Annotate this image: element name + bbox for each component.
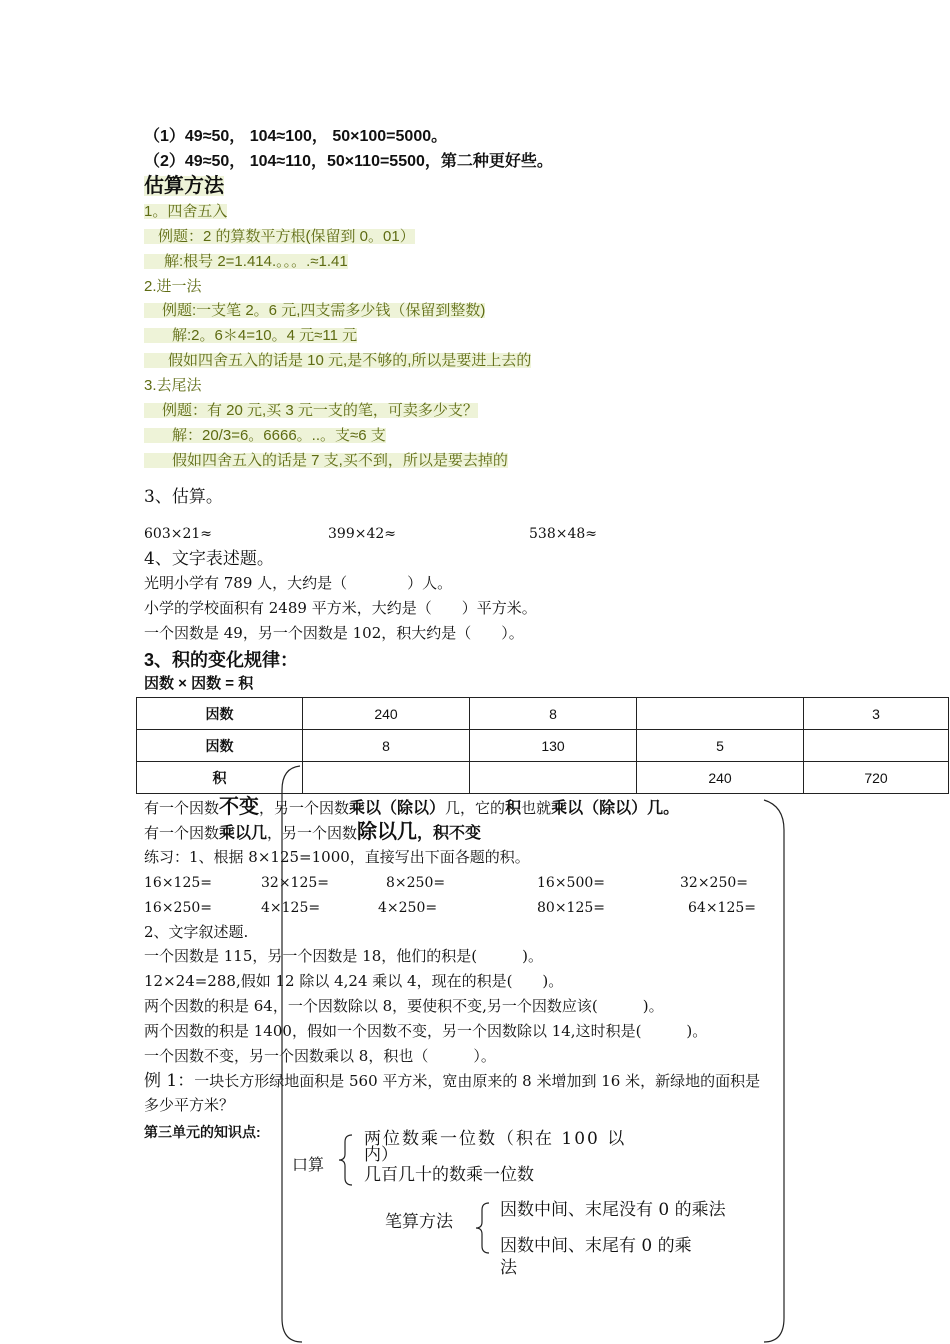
example-1-line-2: 多少平方米？ [144, 1096, 235, 1114]
practice-item: 80×125= [537, 900, 605, 916]
method1-answer: 解:根号 2=1.414.。。。.≈1.41 [144, 254, 348, 269]
practice-item: 4×125= [261, 900, 321, 916]
word-question-2: 小学的学校面积有 2489 平方米，大约是（ ）平方米。 [144, 599, 537, 617]
table-cell [804, 730, 949, 762]
oral-brace-icon [338, 1134, 356, 1186]
estimate-question-3: 538×48≈ [529, 526, 597, 542]
practice-item: 64×125= [688, 900, 756, 916]
rule-1-emphasis: 不变 [219, 796, 260, 818]
method3-answer: 解：20/3=6。6666。..。支≈6 支 [144, 428, 386, 443]
table-cell: 720 [804, 762, 949, 794]
practice-title: 练习：1、根据 8×125=1000，直接写出下面各题的积。 [144, 848, 530, 866]
word-question-3: 一个因数是 49，另一个因数是 102，积大约是（ ）。 [144, 624, 524, 642]
answer-line-1: （1）49≈50， 104≈100， 50×100=5000。 [144, 128, 448, 145]
table-cell [637, 698, 804, 730]
narration-question-3: 两个因数的积是 64，一个因数除以 8，要使积不变,另一个因数应该( )。 [144, 997, 664, 1015]
unit3-title: 第三单元的知识点: [144, 1124, 261, 1140]
practice-item: 8×250= [386, 875, 446, 891]
word-question-1: 光明小学有 789 人，大约是（ ）人。 [144, 574, 453, 592]
practice-item: 32×125= [261, 875, 329, 891]
rule-2-part: 有一个因数 [144, 824, 220, 842]
table-cell: 240 [637, 762, 804, 794]
practice-item: 16×500= [537, 875, 605, 891]
product-table [136, 697, 949, 794]
method1-title: 1。四舍五入 [144, 203, 228, 220]
oral-item-1-box [364, 1130, 664, 1150]
table-cell [303, 762, 470, 794]
row-label: 因数 [137, 698, 303, 730]
rule-1-emphasis: 积 [505, 800, 522, 817]
method3-title: 3.去尾法 [144, 377, 202, 394]
example-1 [144, 1073, 760, 1090]
estimate-section-title: 3、估算。 [144, 487, 223, 507]
example-1-text: 一块长方形绿地面积是 560 平方米，宽由原来的 8 米增加到 16 米，新绿地的面积是 [194, 1072, 761, 1090]
rule-1 [144, 797, 679, 817]
rule-1-emphasis: 乘以（除以） [349, 800, 446, 817]
table-row [137, 730, 949, 762]
answer-line-2: （2）49≈50， 104≈110，50×110=5500，第二种更好些。 [144, 153, 553, 170]
rule-1-part: 几，它的 [445, 799, 506, 817]
table-row [137, 762, 949, 794]
row-label: 积 [137, 762, 303, 794]
narration-question-1: 一个因数是 115，另一个因数是 18，他们的积是( )。 [144, 947, 543, 965]
estimation-title: 估算方法 [144, 175, 224, 197]
oral-label: 口算 [292, 1155, 325, 1174]
table-cell: 8 [303, 730, 470, 762]
narration-question-2: 12×24=288,假如 12 除以 4,24 乘以 4，现在的积是( )。 [144, 972, 564, 990]
rule-2-part: ，另一个因数 [267, 824, 358, 842]
oral-item-1-cut-box [364, 1145, 424, 1165]
oral-item-2: 几百几十的数乘一位数 [364, 1165, 534, 1185]
practice-item: 4×250= [378, 900, 438, 916]
rule-2-emphasis: 除以几 [357, 821, 418, 843]
table-cell: 240 [303, 698, 470, 730]
method3-example: 例题：有 20 元,买 3 元一支的笔，可卖多少支？ [144, 403, 478, 418]
product-formula: 因数 × 因数 = 积 [144, 675, 254, 692]
practice-item: 16×125= [144, 875, 212, 891]
product-rule-title: 3、积的变化规律： [144, 650, 299, 670]
example-1-prefix: 例 1： [144, 1071, 195, 1091]
table-cell: 8 [470, 698, 637, 730]
rule-2-emphasis: ，积不变 [417, 825, 482, 842]
written-brace-icon [475, 1202, 493, 1254]
rule-2-emphasis: 乘以几 [219, 825, 268, 842]
written-label: 笔算方法 [385, 1212, 453, 1232]
word-section-title: 4、文字表述题。 [144, 549, 274, 569]
practice-item: 32×250= [680, 875, 748, 891]
written-item-2-continued: 法 [500, 1258, 517, 1278]
method2-title: 2.进一法 [144, 278, 202, 295]
rule-2 [144, 822, 481, 842]
rule-1-part: 有一个因数 [144, 799, 220, 817]
practice-item: 16×250= [144, 900, 212, 916]
table-cell: 130 [470, 730, 637, 762]
table-cell [470, 762, 637, 794]
method3-note: 假如四舍五入的话是 7 支,买不到，所以是要去掉的 [144, 453, 508, 468]
written-item-1: 因数中间、末尾没有 0 的乘法 [500, 1200, 726, 1220]
table-cell: 5 [637, 730, 804, 762]
estimate-question-1: 603×21≈ [144, 526, 212, 542]
method2-note: 假如四舍五入的话是 10 元,是不够的,所以是要进上去的 [144, 353, 531, 368]
word-narration-title: 2、文字叙述题. [144, 923, 249, 941]
narration-question-5: 一个因数不变，另一个因数乘以 8，积也（ ）。 [144, 1047, 496, 1065]
rule-1-part: ，另一个因数 [259, 799, 350, 817]
rule-1-emphasis: 乘以（除以）几。 [551, 800, 680, 817]
oral-item-1: 两位数乘一位数（积在 100 以 [364, 1129, 627, 1149]
method2-answer: 解:2。6＊4=10。4 元≈11 元 [144, 328, 357, 343]
row-label: 因数 [137, 730, 303, 762]
table-cell: 3 [804, 698, 949, 730]
estimate-question-2: 399×42≈ [328, 526, 396, 542]
narration-question-4: 两个因数的积是 1400，假如一个因数不变，另一个因数除以 14,这时积是( )。 [144, 1022, 708, 1040]
method2-example: 例题:一支笔 2。6 元,四支需多少钱（保留到整数) [144, 303, 485, 318]
rule-1-part: 也就 [521, 799, 552, 817]
written-item-2: 因数中间、末尾有 0 的乘 [500, 1236, 692, 1256]
table-row [137, 698, 949, 730]
method1-example: 例题：2 的算数平方根(保留到 0。01） [144, 229, 415, 244]
oral-item-1-cut: 内） [364, 1145, 398, 1165]
